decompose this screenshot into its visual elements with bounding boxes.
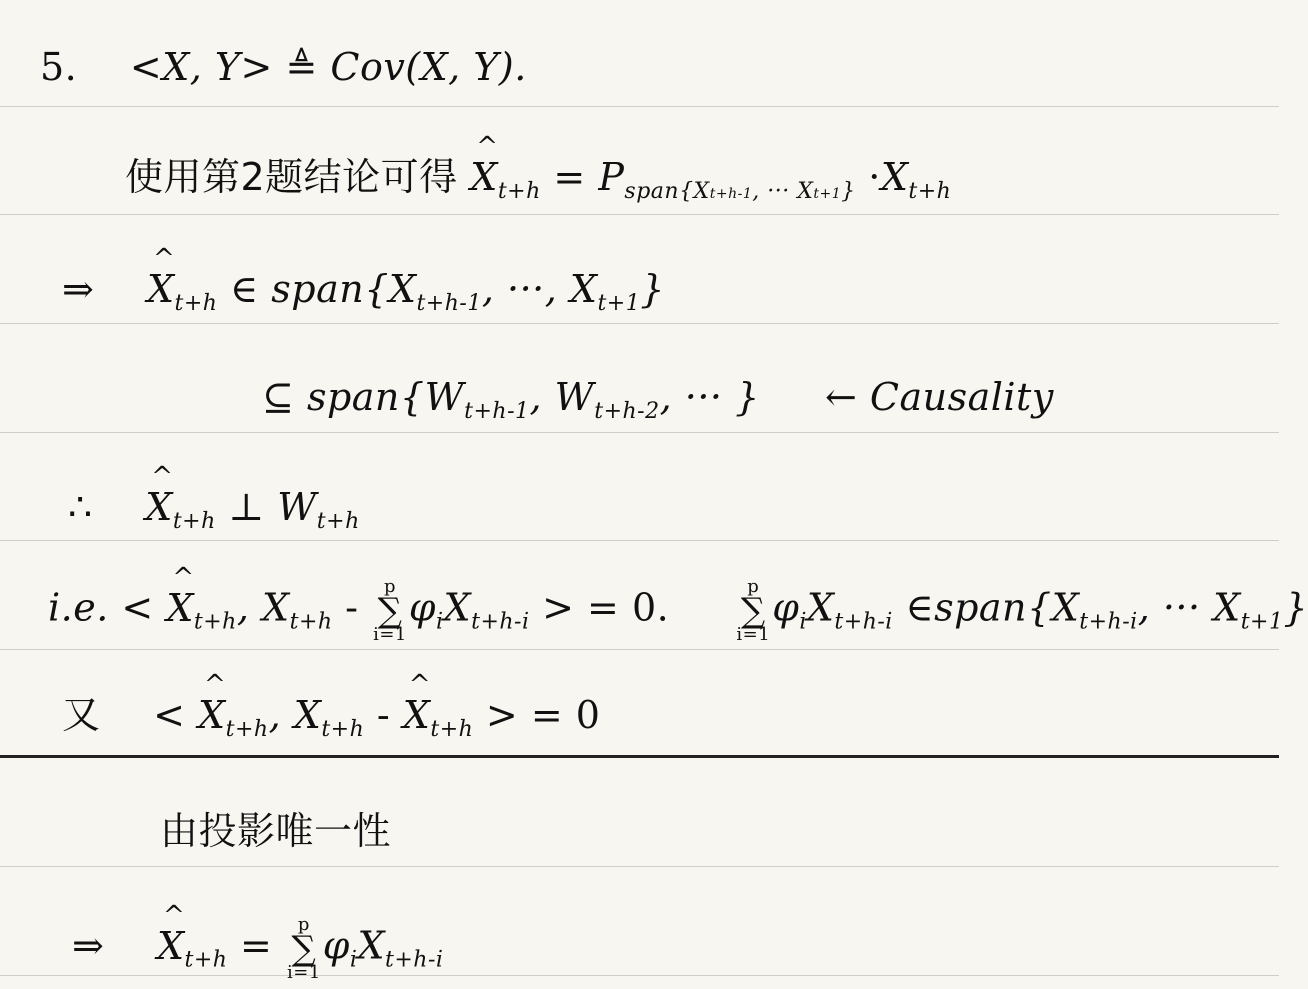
- ruled-line: [0, 323, 1279, 324]
- divider-line: [0, 755, 1279, 758]
- ruled-line: [0, 540, 1279, 541]
- span-line: ⇒ ^ $X_{t+h}$ ∈ $span\{X_{t+h-1}$, ···, $X_{t+1}$}: [62, 270, 665, 315]
- uniqueness-line: 由投影唯一性: [160, 809, 392, 853]
- summation: p ∑ i=1: [736, 576, 771, 645]
- ruled-line: [0, 106, 1279, 107]
- also-line: 又 < ^ $X_{t+h}$, $X_{t+h}$ - ^ $X_{t+h}$ > = 0: [62, 696, 600, 741]
- inner-product-line: i.e. < ^ $X_{t+h}$, $X_{t+h}$ - p ∑ i=1 $\varphi_iX_{t+h-i}$ > = 0. p ∑ i=1 $\varphi_iX_{t+h-i}$ $\in span\{X_{t+h-i}$, ··· $X_{t+1}$}: [48, 578, 1308, 644]
- definition-line: 5. <X, Y> ≜ Cov(X, Y).: [40, 45, 527, 89]
- ruled-line: [0, 649, 1279, 650]
- ruled-line: [0, 214, 1279, 215]
- causality-line: ⊆ $span\{W_{t+h-1}$, $W_{t+h-2}$, ··· } ← Causality: [262, 375, 1054, 424]
- projection-line: 使用第2题结论可得 ^ $X_{t+h} = P_{span\{Xt+h-1, \cdot\cdot\cdot Xt+1\}} \cdot X_{t+h}$: [125, 158, 951, 203]
- conclusion-line: ⇒ ^ $X_{t+h}$ = p ∑ i=1 $\varphi_iX_{t+h-i}$: [72, 916, 443, 982]
- ruled-line: [0, 866, 1279, 867]
- summation: p ∑ i=1: [286, 914, 321, 983]
- summation: p ∑ i=1: [373, 576, 407, 645]
- ruled-line: [0, 432, 1279, 433]
- orthogonal-line: ∴ ^ $X_{t+h}$ ⊥ $W_{t+h}$: [68, 488, 360, 533]
